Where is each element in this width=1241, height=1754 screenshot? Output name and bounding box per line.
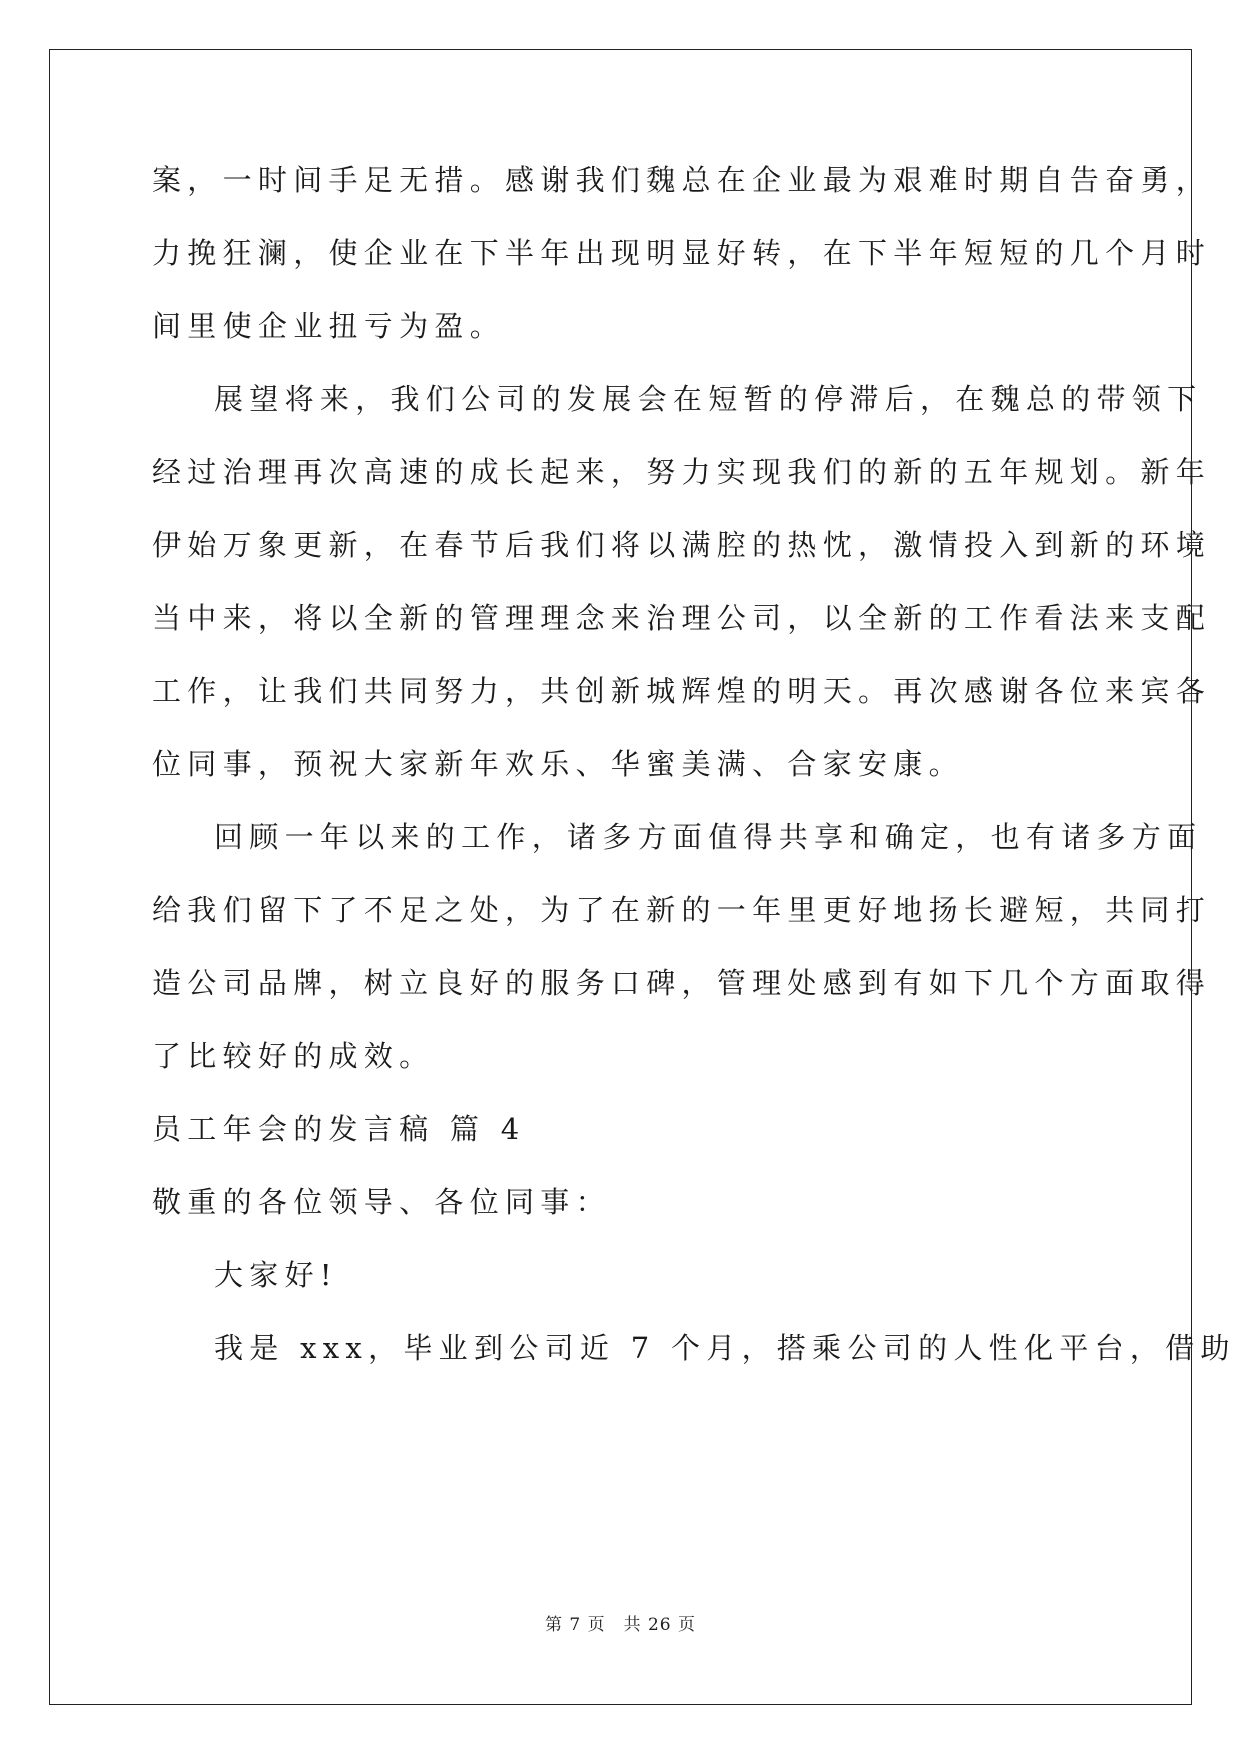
text-line: 工作，让我们共同努力，共创新城辉煌的明天。再次感谢各位来宾各 [152, 674, 1212, 708]
text-line: 间里使企业扭亏为盈。 [152, 309, 506, 343]
text-line: 案，一时间手足无措。感谢我们魏总在企业最为艰难时期自告奋勇， [152, 163, 1212, 197]
text-line: 造公司品牌，树立良好的服务口碑，管理处感到有如下几个方面取得 [152, 966, 1212, 1000]
text-line: 我是 xxx，毕业到公司近 7 个月，搭乘公司的人性化平台，借助 [214, 1331, 1236, 1365]
text-line: 力挽狂澜，使企业在下半年出现明显好转，在下半年短短的几个月时 [152, 236, 1212, 270]
salutation: 敬重的各位领导、各位同事： [152, 1185, 611, 1219]
section-heading: 员工年会的发言稿 篇 4 [152, 1112, 526, 1146]
page-number: 第 7 页 共 26 页 [544, 1615, 697, 1635]
text-line: 给我们留下了不足之处，为了在新的一年里更好地扬长避短，共同打 [152, 893, 1212, 927]
text-line: 了比较好的成效。 [152, 1039, 435, 1073]
greeting: 大家好! [214, 1258, 338, 1292]
text-line: 经过治理再次高速的成长起来，努力实现我们的新的五年规划。新年 [152, 455, 1212, 489]
text-line: 展望将来，我们公司的发展会在短暂的停滞后，在魏总的带领下 [214, 382, 1203, 416]
text-line: 位同事，预祝大家新年欢乐、华蜜美满、合家安康。 [152, 747, 964, 781]
text-line: 回顾一年以来的工作，诸多方面值得共享和确定，也有诸多方面 [214, 820, 1203, 854]
page-border [49, 49, 1192, 1705]
text-line: 当中来，将以全新的管理理念来治理公司，以全新的工作看法来支配 [152, 601, 1212, 635]
text-line: 伊始万象更新，在春节后我们将以满腔的热忱，激情投入到新的环境 [152, 528, 1212, 562]
